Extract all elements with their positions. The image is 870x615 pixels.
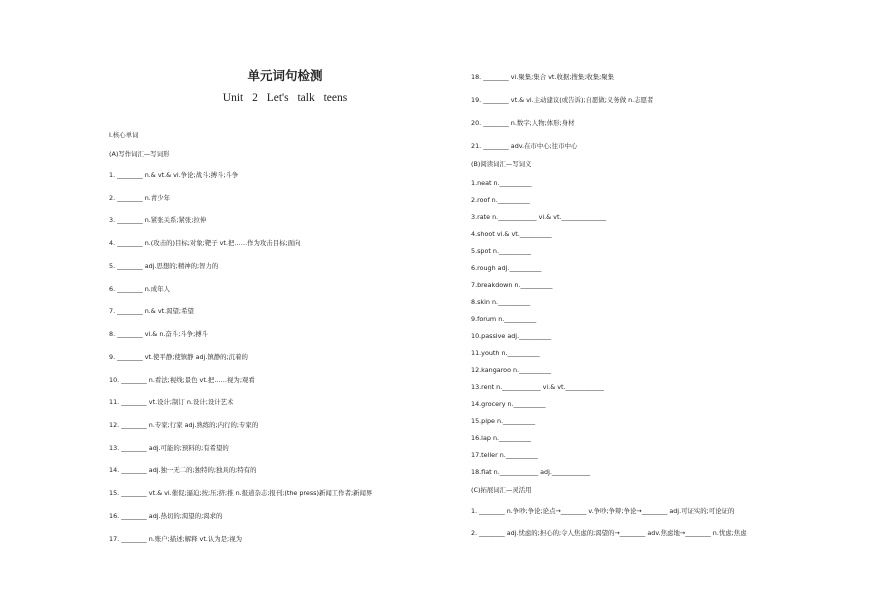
extension-item: 1. ________ n.争吵;争论;论点→________ v.争吵;争辩;争论→________ adj.可证实的;可论证的 — [471, 507, 735, 515]
page-title: 单元词句检测 — [247, 68, 323, 83]
reading-item: 18.flat n.____________ adj.____________ — [471, 468, 591, 476]
reading-item: 15.pipe n.__________ — [471, 417, 536, 425]
vocab-item: 17. ________ n.账户;描述;解释 vt.认为是;视为 — [109, 535, 242, 543]
reading-item: 10.passive adj.__________ — [471, 332, 552, 340]
vocab-item: 11. ________ vt.设计;制订 n.设计;设计艺术 — [109, 398, 234, 406]
part-c-heading: (C)拓展词汇—灵活用 — [471, 486, 532, 494]
vocab-item: 1. ________ n.& vt.& vi.争论;战斗;搏斗;斗争 — [109, 171, 239, 179]
reading-item: 4.shoot vi.& vt.__________ — [471, 230, 552, 238]
reading-item: 16.lap n.__________ — [471, 434, 531, 442]
reading-item: 7.breakdown n.__________ — [471, 281, 553, 289]
reading-item: 12.kangaroo n.__________ — [471, 366, 552, 374]
page-subtitle: Unit 2 Let's talk teens — [222, 92, 348, 104]
vocab-item: 19. ________ vt.& vi.主动建议(或告诉);自愿做;义务做 n.志愿者 — [471, 96, 654, 104]
vocab-item: 16. ________ adj.热切的;渴望的;渴求的 — [109, 512, 223, 520]
reading-item: 5.spot n.__________ — [471, 247, 531, 255]
section-heading: Ⅰ.核心单词 — [109, 131, 139, 139]
vocab-item: 14. ________ adj.独一无二的;独特的;独具的;特有的 — [109, 466, 257, 474]
part-a-heading: (A)写作词汇—写词形 — [109, 150, 170, 158]
reading-item: 3.rate n.____________ vi.& vt.______________ — [471, 213, 607, 221]
vocab-item: 5. ________ adj.思想的;精神的;智力的 — [109, 262, 219, 270]
reading-item: 1.neat n.__________ — [471, 179, 532, 187]
reading-item: 14.grocery n.__________ — [471, 400, 546, 408]
vocab-item: 4. ________ n.(攻击的)目标;对象;靶子 vt.把……作为攻击目标;面向 — [109, 239, 301, 247]
vocab-item: 12. ________ n.专家;行家 adj.熟练的;内行的;专家的 — [109, 421, 259, 429]
reading-item: 9.forum n.__________ — [471, 315, 537, 323]
vocab-item: 6. ________ n.成年人 — [109, 285, 170, 293]
part-b-heading: (B)阅读词汇—写词义 — [471, 160, 532, 168]
reading-item: 13.rent n.____________ vi.& vt.____________ — [471, 383, 604, 391]
vocab-item: 9. ________ vt.使平静;使镇静 adj.镇静的;沉着的 — [109, 353, 248, 361]
vocab-item: 18. ________ vi.聚集;集合 vt.收据;搜集;收集;聚集 — [471, 73, 615, 81]
reading-item: 8.skin n.__________ — [471, 298, 531, 306]
reading-item: 11.youth n.__________ — [471, 349, 540, 357]
reading-item: 17.teller n.__________ — [471, 451, 538, 459]
vocab-item: 20. ________ n.数字;人物;体形;身材 — [471, 119, 575, 127]
vocab-item: 8. ________ vi.& n.奋斗;斗争;搏斗 — [109, 330, 209, 338]
vocab-item: 7. ________ n.& vt.渴望;希望 — [109, 307, 194, 315]
reading-item: 6.rough adj.__________ — [471, 264, 542, 272]
extension-item: 2. ________ adj.忧虑的;担心的;令人焦虑的;渴望的→________ adv.焦虑地→________ n.忧虑;焦虑 — [471, 529, 747, 537]
vocab-item: 21. ________ adv.在市中心;往市中心 — [471, 142, 578, 150]
vocab-item: 10. ________ n.看法;视线;景色 vt.把……视为;观看 — [109, 376, 255, 384]
vocab-item: 2. ________ n.青少年 — [109, 194, 170, 202]
vocab-item: 13. ________ adj.可能的;预料的;有希望的 — [109, 444, 229, 452]
reading-item: 2.roof n.__________ — [471, 196, 530, 204]
vocab-item: 15. ________ vt.& vi.催促;逼迫;按;压;挤;推 n.报道杂志;报刊;(the press)新闻工作者;新闻界 — [109, 489, 373, 497]
vocab-item: 3. ________ n.紧张关系;紧张;拉伸 — [109, 216, 207, 224]
